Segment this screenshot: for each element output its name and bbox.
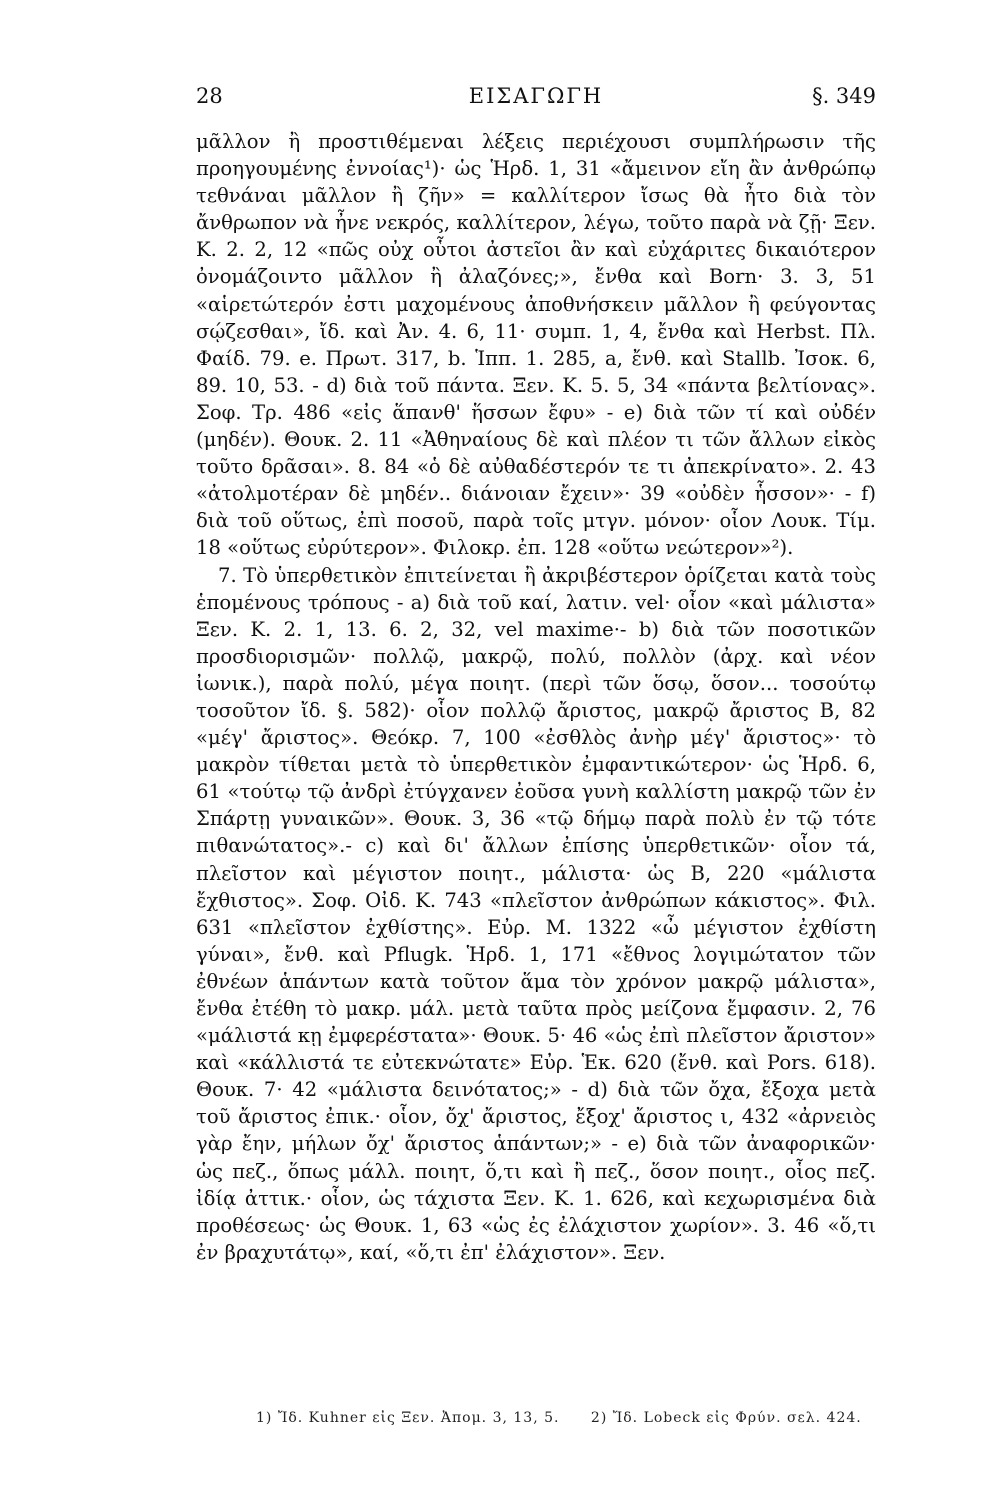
running-title: ΕΙΣΑΓΩΓΗ <box>468 84 604 108</box>
body-text <box>196 128 876 1266</box>
paragraph-7: 7. Τὸ ὑπερθετικὸν ἐπιτείνεται ἢ ἀκριβέστερον ὁρίζεται κατὰ τοὺς ἑπομένους τρόπους - a) διὰ τοῦ καί, λατιν. vel· οἷον «καὶ μάλιστα» Ξεν. Κ. 2. 1, 13. 6. 2, 32, vel maxime·- b) διὰ τῶν ποσοτικῶν προσδιορισμῶν· πολλῷ, μακρῷ, πολύ, πολλὸν (ἀρχ. καὶ νέον ἰωνικ.), παρὰ πολύ, μέγα ποιητ. (περὶ τῶν ὅσῳ, ὅσον... τοσούτῳ τοσοῦτον ἴδ. §. 582)· οἷον πολλῷ ἄριστος, μακρῷ ἄριστος Β, 82 «μέγ' ἄριστος». Θεόκρ. 7, 100 «ἐσθλὸς ἀνὴρ μέγ' ἄριστος»· τὸ μακρὸν τίθεται μετὰ τὸ ὑπερθετικὸν ἐμφαντικώτερον· ὡς Ἡρδ. 6, 61 «τούτῳ τῷ ἀνδρὶ ἐτύγχανεν ἐοῦσα γυνὴ καλλίστη μακρῷ τῶν ἐν Σπάρτῃ γυναικῶν». Θουκ. 3, 36 «τῷ δήμῳ παρὰ πολὺ ἐν τῷ τότε πιθανώτατος».- c) καὶ δι' ἄλλων ἐπίσης ὑπερθετικῶν· οἷον τά, πλεῖστον καὶ μέγιστον ποιητ., μάλιστα· ὡς Β, 220 «μάλιστα ἔχθιστος». Σοφ. Οἰδ. Κ. 743 «πλεῖστον ἀνθρώπων κάκιστος». Φιλ. 631 «πλεῖστον ἐχθίστης». Εὐρ. Μ. 1322 «ὦ μέγιστον ἐχθίστη γύναι», ἔνθ. καὶ Pflugk. Ἡρδ. 1, 171 «ἔθνος λογιμώτατον τῶν ἐθνέων ἁπάντων κατὰ τοῦτον ἅμα τὸν χρόνον μακρῷ μάλιστα», ἔνθα ἐτέθη τὸ μακρ. μάλ. μετὰ ταῦτα πρὸς μείζονα ἔμφασιν. 2, 76 «μάλιστά κῃ ἐμφερέστατα»· Θουκ. 5· 46 «ὡς ἐπὶ πλεῖστον ἄριστον» καὶ «κάλλιστά τε εὐτεκνώτατε» Εὐρ. Ἑκ. 620 (ἔνθ. καὶ Pors. 618). Θουκ. 7· 42 «μάλιστα δεινότατος;» - d) διὰ τῶν ὄχα, ἔξοχα μετὰ τοῦ ἄριστος ἐπικ.· οἷον, ὄχ' ἄριστος, ἔξοχ' ἄριστος ι, 432 «ἀρνειὸς γὰρ ἔην, μήλων ὄχ' ἄριστος ἁπάντων;» - e) διὰ τῶν ἀναφορικῶν· ὡς πεζ., ὅπως μάλλ. ποιητ, ὅ,τι καὶ ἢ πεζ., ὅσον ποιητ., οἷος πεζ. ἰδίᾳ ἀττικ.· οἷον, ὡς τάχιστα Ξεν. Κ. 1. 626, καὶ κεχωρισμένα διὰ προθέσεως· ὡς Θουκ. 1, 63 «ὡς ἐς ἐλάχιστον χωρίον». 3. 46 «ὅ,τι ἐν βραχυτάτῳ», καί, «ὅ,τι ἐπ' ἐλάχιστον». Ξεν. <box>196 563 876 1264</box>
paragraph-continuation: μᾶλλον ἢ προστιθέμεναι λέξεις περιέχουσι συμπλήρωσιν τῆς προηγουμένης ἐννοίας¹)· ὡς Ἡρδ. 1, 31 «ἄμεινον εἴη ἂν ἀνθρώπῳ τεθνάναι μᾶλλον ἢ ζῆν» = καλλίτερον ἴσως θὰ ἦτο διὰ τὸν ἄνθρωπον νὰ ἦνε νεκρός, καλλίτερον, λέγω, τοῦτο παρὰ νὰ ζῇ· Ξεν. Κ. 2. 2, 12 «πῶς οὐχ οὗτοι ἀστεῖοι ἂν καὶ εὐχάριτες δικαιότερον ὀνομάζοιντο μᾶλλον ἢ ἀλαζόνες;», ἔνθα καὶ Born· 3. 3, 51 «αἱρετώτερόν ἐστι μαχομένους ἀποθνήσκειν μᾶλλον ἢ φεύγοντας σῴζεσθαι», ἴδ. καὶ Ἀν. 4. 6, 11· συμπ. 1, 4, ἔνθα καὶ Herbst. Πλ. Φαίδ. 79. e. Πρωτ. 317, b. Ἱππ. 1. 285, a, ἔνθ. καὶ Stallb. Ἰσοκ. 6, 89. 10, 53. - d) διὰ τοῦ πάντα. Ξεν. Κ. 5. 5, 34 «πάντα βελτίονας». Σοφ. Τρ. 486 «εἰς ἅπανθ' ἥσσων ἔφυ» - e) διὰ τῶν τί καὶ οὐδέν (μηδέν). Θουκ. 2. 11 «Ἀθηναίους δὲ καὶ πλέον τι τῶν ἄλλων εἰκὸς τοῦτο δρᾶσαι». 8. 84 «ὁ δὲ αὐθαδέστερόν τε τι ἀπεκρίνατο». 2. 43 «ἀτολμοτέραν δὲ μηδέν.. διάνοιαν ἔχειν»· 39 «οὐδὲν ἧσσον»· - f) διὰ τοῦ οὕτως, ἐπὶ ποσοῦ, παρὰ τοῖς μτγν. μόνον· οἷον Λουκ. Τίμ. 18 «οὕτως εὐρύτερον». Φιλοκρ. ἐπ. 128 «οὕτω νεώτερον»²). <box>196 130 876 560</box>
page-header <box>196 84 876 124</box>
page-number: 28 <box>196 84 223 108</box>
footnote-2: 2) Ἴδ. Lobeck εἰς Φρύν. σελ. 424. <box>590 1410 862 1426</box>
footnotes <box>256 1410 896 1426</box>
footnote-1: 1) Ἴδ. Kuhner εἰς Ξεν. Ἀπομ. 3, 13, 5. <box>256 1410 560 1426</box>
section-mark: §. 349 <box>812 84 876 108</box>
